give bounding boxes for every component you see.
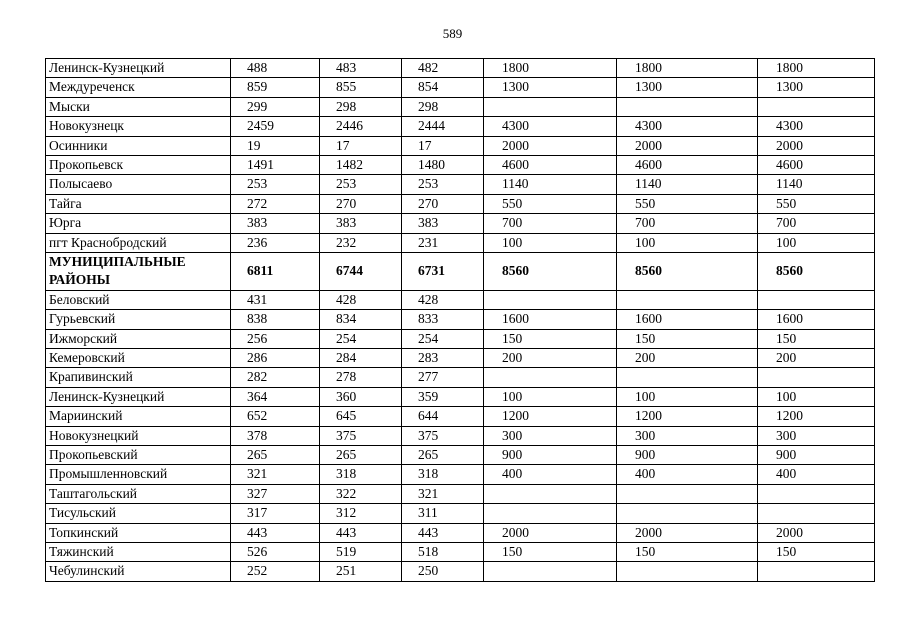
value-cell-6: 2000 [758, 136, 875, 155]
value-cell-2: 284 [320, 349, 402, 368]
value-cell-3: 318 [402, 465, 484, 484]
value-cell-6: 550 [758, 194, 875, 213]
table-row [46, 136, 875, 155]
value-cell-6: 4600 [758, 155, 875, 174]
region-name-cell: Тяжинский [46, 542, 231, 561]
value-cell-4: 150 [484, 329, 617, 348]
value-cell-2: 360 [320, 387, 402, 406]
value-cell-4: 1300 [484, 78, 617, 97]
value-cell-3: 6731 [402, 252, 484, 290]
region-name-cell: Кемеровский [46, 349, 231, 368]
value-cell-3: 283 [402, 349, 484, 368]
data-table [45, 58, 875, 582]
value-cell-6: 1600 [758, 310, 875, 329]
value-cell-2: 645 [320, 407, 402, 426]
page-number: 589 [442, 26, 463, 41]
value-cell-1: 256 [231, 329, 320, 348]
value-cell-3: 254 [402, 329, 484, 348]
value-cell-5: 100 [617, 233, 758, 252]
value-cell-3: 1480 [402, 155, 484, 174]
value-cell-1: 317 [231, 504, 320, 523]
value-cell-3: 644 [402, 407, 484, 426]
value-cell-4 [484, 290, 617, 309]
table-row [46, 97, 875, 116]
value-cell-5 [617, 504, 758, 523]
value-cell-3: 311 [402, 504, 484, 523]
table-row [46, 233, 875, 252]
value-cell-6: 400 [758, 465, 875, 484]
value-cell-6 [758, 290, 875, 309]
value-cell-3: 2444 [402, 117, 484, 136]
value-cell-2: 298 [320, 97, 402, 116]
value-cell-4: 2000 [484, 523, 617, 542]
region-name-cell: Беловский [46, 290, 231, 309]
value-cell-3: 265 [402, 446, 484, 465]
value-cell-2: 483 [320, 59, 402, 78]
value-cell-3: 250 [402, 562, 484, 581]
value-cell-3: 482 [402, 59, 484, 78]
value-cell-6: 200 [758, 349, 875, 368]
value-cell-2: 6744 [320, 252, 402, 290]
value-cell-6: 1140 [758, 175, 875, 194]
value-cell-6: 150 [758, 329, 875, 348]
table-row [46, 542, 875, 561]
region-name-cell: Прокопьевск [46, 155, 231, 174]
value-cell-6: 1300 [758, 78, 875, 97]
region-name-cell: Ижморский [46, 329, 231, 348]
value-cell-4 [484, 504, 617, 523]
value-cell-3: 518 [402, 542, 484, 561]
table-row [46, 368, 875, 387]
value-cell-6: 700 [758, 214, 875, 233]
table-row [46, 214, 875, 233]
value-cell-5: 200 [617, 349, 758, 368]
region-name-cell: Тисульский [46, 504, 231, 523]
value-cell-6 [758, 562, 875, 581]
value-cell-5: 4300 [617, 117, 758, 136]
value-cell-4 [484, 562, 617, 581]
table-row [46, 523, 875, 542]
value-cell-1: 282 [231, 368, 320, 387]
value-cell-4: 700 [484, 214, 617, 233]
value-cell-1: 299 [231, 97, 320, 116]
value-cell-1: 286 [231, 349, 320, 368]
table-row [46, 387, 875, 406]
region-name-cell: Новокузнецк [46, 117, 231, 136]
value-cell-4: 200 [484, 349, 617, 368]
table-row [46, 465, 875, 484]
value-cell-4: 4600 [484, 155, 617, 174]
value-cell-4: 1140 [484, 175, 617, 194]
value-cell-4: 100 [484, 387, 617, 406]
value-cell-2: 312 [320, 504, 402, 523]
value-cell-3: 231 [402, 233, 484, 252]
value-cell-6: 8560 [758, 252, 875, 290]
value-cell-5: 100 [617, 387, 758, 406]
value-cell-1: 19 [231, 136, 320, 155]
value-cell-5: 150 [617, 329, 758, 348]
value-cell-5: 1200 [617, 407, 758, 426]
value-cell-5: 400 [617, 465, 758, 484]
table-row [46, 446, 875, 465]
region-name-cell: МУНИЦИПАЛЬНЫЕ РАЙОНЫ [46, 252, 231, 290]
value-cell-1: 443 [231, 523, 320, 542]
value-cell-6: 1200 [758, 407, 875, 426]
table-row [46, 78, 875, 97]
value-cell-6 [758, 484, 875, 503]
value-cell-1: 6811 [231, 252, 320, 290]
value-cell-2: 322 [320, 484, 402, 503]
value-cell-5: 900 [617, 446, 758, 465]
table-row [46, 562, 875, 581]
value-cell-4 [484, 368, 617, 387]
value-cell-3: 443 [402, 523, 484, 542]
region-name-cell: Юрга [46, 214, 231, 233]
region-name-cell: Таштагольский [46, 484, 231, 503]
region-name-cell: Новокузнецкий [46, 426, 231, 445]
value-cell-1: 838 [231, 310, 320, 329]
table-row [46, 117, 875, 136]
value-cell-3: 383 [402, 214, 484, 233]
value-cell-5 [617, 562, 758, 581]
value-cell-2: 2446 [320, 117, 402, 136]
value-cell-4: 550 [484, 194, 617, 213]
region-name-cell: Ленинск-Кузнецкий [46, 59, 231, 78]
value-cell-4: 150 [484, 542, 617, 561]
value-cell-1: 327 [231, 484, 320, 503]
table-row [46, 175, 875, 194]
value-cell-2: 428 [320, 290, 402, 309]
value-cell-3: 375 [402, 426, 484, 445]
table-row [46, 194, 875, 213]
value-cell-1: 383 [231, 214, 320, 233]
region-name-cell: Междуреченск [46, 78, 231, 97]
value-cell-6: 900 [758, 446, 875, 465]
value-cell-5 [617, 368, 758, 387]
value-cell-6: 2000 [758, 523, 875, 542]
value-cell-1: 488 [231, 59, 320, 78]
value-cell-4: 2000 [484, 136, 617, 155]
value-cell-2: 251 [320, 562, 402, 581]
region-name-cell: Тайга [46, 194, 231, 213]
value-cell-3: 359 [402, 387, 484, 406]
value-cell-1: 265 [231, 446, 320, 465]
value-cell-1: 253 [231, 175, 320, 194]
value-cell-1: 652 [231, 407, 320, 426]
value-cell-2: 383 [320, 214, 402, 233]
value-cell-2: 855 [320, 78, 402, 97]
table-row [46, 290, 875, 309]
value-cell-3: 298 [402, 97, 484, 116]
value-cell-1: 378 [231, 426, 320, 445]
value-cell-5 [617, 484, 758, 503]
table-row [46, 426, 875, 445]
value-cell-1: 252 [231, 562, 320, 581]
region-name-cell: Полысаево [46, 175, 231, 194]
table-body [46, 59, 875, 582]
region-name-cell: Крапивинский [46, 368, 231, 387]
value-cell-2: 254 [320, 329, 402, 348]
value-cell-5 [617, 290, 758, 309]
value-cell-2: 253 [320, 175, 402, 194]
value-cell-4 [484, 484, 617, 503]
table-row [46, 329, 875, 348]
value-cell-2: 1482 [320, 155, 402, 174]
value-cell-3: 833 [402, 310, 484, 329]
value-cell-5: 8560 [617, 252, 758, 290]
value-cell-4: 300 [484, 426, 617, 445]
value-cell-2: 318 [320, 465, 402, 484]
value-cell-3: 854 [402, 78, 484, 97]
value-cell-6 [758, 97, 875, 116]
value-cell-4: 400 [484, 465, 617, 484]
value-cell-1: 236 [231, 233, 320, 252]
value-cell-3: 277 [402, 368, 484, 387]
value-cell-3: 270 [402, 194, 484, 213]
group-row [46, 252, 875, 290]
value-cell-1: 2459 [231, 117, 320, 136]
table-row [46, 349, 875, 368]
table-row [46, 407, 875, 426]
value-cell-2: 443 [320, 523, 402, 542]
value-cell-5: 150 [617, 542, 758, 561]
value-cell-2: 375 [320, 426, 402, 445]
region-name-cell: Топкинский [46, 523, 231, 542]
value-cell-2: 834 [320, 310, 402, 329]
value-cell-5: 2000 [617, 136, 758, 155]
value-cell-3: 321 [402, 484, 484, 503]
region-name-cell: Ленинск-Кузнецкий [46, 387, 231, 406]
value-cell-1: 431 [231, 290, 320, 309]
value-cell-1: 272 [231, 194, 320, 213]
value-cell-5: 300 [617, 426, 758, 445]
value-cell-4: 1800 [484, 59, 617, 78]
region-name-cell: Осинники [46, 136, 231, 155]
region-name-cell: Прокопьевский [46, 446, 231, 465]
value-cell-6: 300 [758, 426, 875, 445]
value-cell-1: 859 [231, 78, 320, 97]
value-cell-4 [484, 97, 617, 116]
value-cell-6: 4300 [758, 117, 875, 136]
value-cell-5: 1140 [617, 175, 758, 194]
value-cell-6: 100 [758, 233, 875, 252]
value-cell-2: 278 [320, 368, 402, 387]
value-cell-1: 526 [231, 542, 320, 561]
value-cell-4: 1200 [484, 407, 617, 426]
value-cell-5: 4600 [617, 155, 758, 174]
value-cell-2: 17 [320, 136, 402, 155]
value-cell-2: 232 [320, 233, 402, 252]
region-name-cell: Мариинский [46, 407, 231, 426]
value-cell-5: 1600 [617, 310, 758, 329]
value-cell-1: 1491 [231, 155, 320, 174]
value-cell-6 [758, 504, 875, 523]
value-cell-5: 550 [617, 194, 758, 213]
value-cell-3: 17 [402, 136, 484, 155]
value-cell-5: 1800 [617, 59, 758, 78]
value-cell-5: 1300 [617, 78, 758, 97]
value-cell-4: 8560 [484, 252, 617, 290]
value-cell-6 [758, 368, 875, 387]
table-row [46, 310, 875, 329]
value-cell-1: 364 [231, 387, 320, 406]
value-cell-2: 270 [320, 194, 402, 213]
region-name-cell: Чебулинский [46, 562, 231, 581]
value-cell-4: 100 [484, 233, 617, 252]
table-row [46, 59, 875, 78]
region-name-cell: пгт Краснобродский [46, 233, 231, 252]
value-cell-3: 253 [402, 175, 484, 194]
value-cell-3: 428 [402, 290, 484, 309]
value-cell-5: 700 [617, 214, 758, 233]
region-name-cell: Мыски [46, 97, 231, 116]
value-cell-4: 4300 [484, 117, 617, 136]
value-cell-2: 519 [320, 542, 402, 561]
value-cell-6: 1800 [758, 59, 875, 78]
value-cell-4: 1600 [484, 310, 617, 329]
value-cell-6: 100 [758, 387, 875, 406]
table-row [46, 484, 875, 503]
value-cell-5 [617, 97, 758, 116]
region-name-cell: Гурьевский [46, 310, 231, 329]
region-name-cell: Промышленновский [46, 465, 231, 484]
value-cell-1: 321 [231, 465, 320, 484]
value-cell-6: 150 [758, 542, 875, 561]
value-cell-2: 265 [320, 446, 402, 465]
value-cell-5: 2000 [617, 523, 758, 542]
table-row [46, 155, 875, 174]
table-row [46, 504, 875, 523]
value-cell-4: 900 [484, 446, 617, 465]
